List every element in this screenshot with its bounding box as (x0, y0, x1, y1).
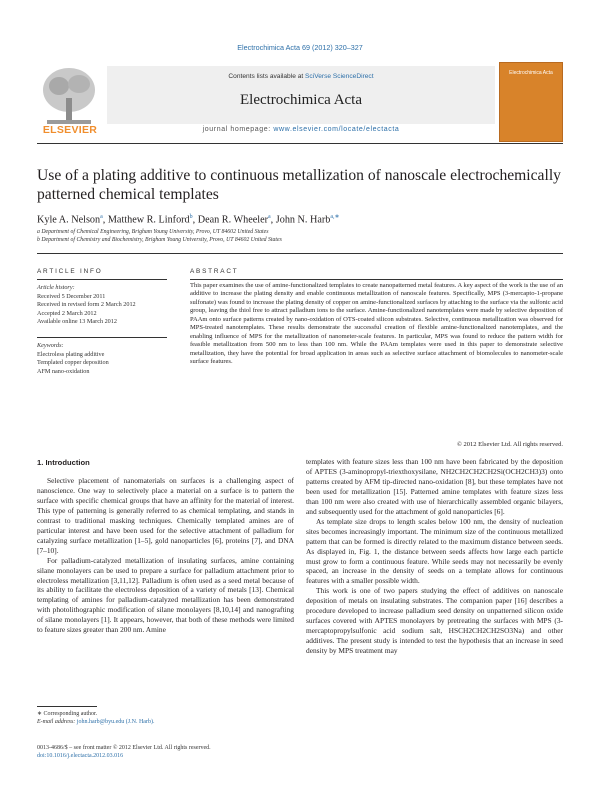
body-paragraph: This work is one of two papers studying the effect of additives on nanoscale deposition of metals on insulating substrates. The companion paper [16] describes a procedure developed to increase palladium seed density on unpatterned silicon oxide surfaces covered with APTES monolayers by pretreating the surfaces with MPS (3-mercaptopropylsulfonic acid sodium salt, HSCH2CH2CH2SO3Na) and other additives. The present study is intended to test the hypothesis that an increase in seed density by MPS treatment may (306, 586, 563, 656)
article-title: Use of a plating additive to continuous metallization of nanoscale electrochemically patterned chemical templates (37, 167, 561, 203)
sciencedirect-link[interactable]: SciVerse ScienceDirect (305, 73, 374, 80)
journal-cover-thumbnail[interactable] (499, 62, 563, 142)
body-paragraph: As template size drops to length scales below 100 nm, the density of nucleation sites becomes increasingly important. The minimum size of the continuous metallized pattern that can be formed is directly related to the maximum distance between seeds. As displayed in, Fig. 1, the distance between seeds affects how large each particle must grow to form a continuous feature. While seeds may not necessarily be evenly spaced, an increase in the density of seeds on a template allows for continuous features with a smaller possible width. (306, 516, 563, 586)
journal-homepage (107, 126, 495, 133)
masthead-box (107, 66, 495, 124)
article-info-heading: ARTICLE INFO (37, 268, 103, 275)
footnote-rule (37, 706, 97, 707)
author-list: Kyle A. Nelson$^a$, Matthew R. Linford$^b$, Dean R. Wheeler$^a$, John N. Harb$^{a,∗}$ (37, 214, 340, 226)
masthead-rule (37, 143, 563, 144)
keyword: Electroless plating additive (37, 350, 105, 358)
bottom-notes (37, 744, 294, 760)
keyword: Templated copper deposition (37, 359, 109, 367)
author-name: Matthew R. Linford (107, 214, 190, 226)
info-rule (37, 279, 167, 280)
body-left-column (37, 476, 294, 635)
keywords (37, 342, 167, 376)
author-affiliation-marker[interactable]: b (189, 214, 193, 220)
keywords-label: Keywords: (37, 342, 64, 349)
abstract-copyright: © 2012 Elsevier Ltd. All rights reserved. (456, 441, 563, 448)
author-name: Kyle A. Nelson (37, 214, 101, 226)
journal-title: Electrochimica Acta (239, 92, 363, 108)
abstract-text: This paper examines the use of amine-functionalized templates to create nanopatterned metal features. A key aspect of the work is the use of an additive to increase the plating density and enable continuous metallization of nanoscale features. Specifically, MPS (3-mercapto-1-propane sulfonate) was found to increase the plating density of copper on amine-functionalized surfaces by attaching to the surface via the sulfonic acid group, leaving the thiol free to attract palladium ions to the surface. Amine-functionalized nanotemplates were made by selective deposition of PAAm onto surface patterns created by nano-oxidation of OTS-coated silicon substrates. Selective, continuous metallization was observed for MPS-treated nanotemplates. These results demonstrate the successful creation of flexible amine-functionalized nanotemplates, and the enabling influence of MPS for the metallization of nanometer-scale features. In particular, MPS was found to reduce the pattern width for feasible metallization from 500 nm to less than 100 nm. While the PAAm templates were used in this paper to demonstrate selective metallization, they have the potential for broad application in areas such as selective surface attachment of biomolecules to nanometer-scale surface features. (190, 282, 563, 366)
author-affiliation-marker[interactable]: a,∗ (330, 214, 340, 220)
doi-link[interactable]: doi:10.1016/j.electacta.2012.03.016 (37, 753, 124, 759)
affiliation-rule (37, 253, 563, 254)
issn-line: 0013-4686/$ – see front matter © 2012 Elsevier Ltd. All rights reserved. (37, 745, 211, 751)
affiliation: a Department of Chemical Engineering, Brigham Young University, Provo, UT 84602 United States (37, 229, 269, 235)
email-note (37, 718, 294, 726)
footnote (37, 710, 294, 726)
email-link[interactable]: john.harb@byu.edu (J.N. Harb). (76, 719, 155, 725)
author-name: Dean R. Wheeler (197, 214, 268, 226)
body-paragraph: templates with feature sizes less than 100 nm have been fabricated by the deposition of APTES (3-aminopropyl-triexthoxysilane, NH2CH2CH2CH2Si(OCH2CH3)3) onto patterns created by AFM tip-directed nano-oxidation [8], but these templates have not been used for metallization [15]. Patterned amine templates with feature sizes less than 100 nm were also created with use of hierarchically assembled organic bilayers, and subsequently used for the attachment of gold nanoparticles [6]. (306, 457, 563, 516)
contents-line (107, 73, 495, 80)
keyword: AFM nano-oxidation (37, 367, 90, 375)
article-history (37, 284, 167, 327)
email-label: E-mail address: (37, 719, 77, 725)
corresponding-author-note: ∗ Corresponding author. (37, 711, 98, 717)
journal-citation[interactable]: Electrochimica Acta 69 (2012) 320–327 (237, 43, 363, 52)
history-item: Received 5 December 2011 (37, 292, 106, 300)
body-right-column (306, 457, 563, 656)
body-paragraph: For palladium-catalyzed metallization of insulating surfaces, amine containing silane monolayers can be used to prepare a surface for palladium attachment prior to electroless metallization [3,11,12]. Palladium is often used as a seed metal because of its ability to facilitate the electroless deposition of a variety of metals [13]. Chemical templating of amines for palladium-catalyzed metallization has been demonstrated with photolithographic modification of silane monolayers [8,10,14] and nanografting of silane monolayers [1]. It appears, however, that both of these methods were limited to feature sizes greater than 200 nm. Amine (37, 555, 294, 635)
homepage-link[interactable]: www.elsevier.com/locate/electacta (273, 126, 400, 133)
author-name: John N. Harb (275, 214, 331, 226)
body-paragraph: Selective placement of nanomaterials on surfaces is a challenging aspect of nanoscience. One way to selectively place a material on a surface is to pattern the surface with specific chemical groups that have an affinity for the material of interest. This type of patterning is generally referred to as chemical templating, and stands in contrast to traditional masking techniques. Chemically templated amines are of particular interest and have been used for the selective attachment of palladium for catalyzing surface metallization [1–5], gold nanoparticles [6], proteins [7], and DNA [7–10]. (37, 476, 294, 555)
history-item: Available online 13 March 2012 (37, 318, 117, 326)
contents-prefix: Contents lists available at (228, 73, 306, 80)
author-affiliation-marker[interactable]: a (268, 214, 271, 220)
affiliation: b Department of Chemistry and Biochemistry, Brigham Young University, Provo, UT 84602 United States (37, 237, 282, 243)
section-heading: 1. Introduction (37, 458, 90, 467)
keywords-rule (37, 337, 167, 338)
history-label: Article history: (37, 284, 75, 291)
cover-title: Electrochimica Acta (509, 70, 553, 76)
abstract-heading: ABSTRACT (190, 268, 239, 275)
history-item: Accepted 2 March 2012 (37, 309, 97, 317)
history-item: Received in revised form 2 March 2012 (37, 301, 136, 309)
abstract-rule (190, 279, 563, 280)
homepage-prefix: journal homepage: (202, 126, 274, 133)
publisher-name: ELSEVIER (42, 124, 98, 136)
elsevier-tree-logo-icon[interactable] (37, 64, 101, 128)
author-affiliation-marker[interactable]: a (100, 214, 103, 220)
masthead (37, 62, 563, 138)
